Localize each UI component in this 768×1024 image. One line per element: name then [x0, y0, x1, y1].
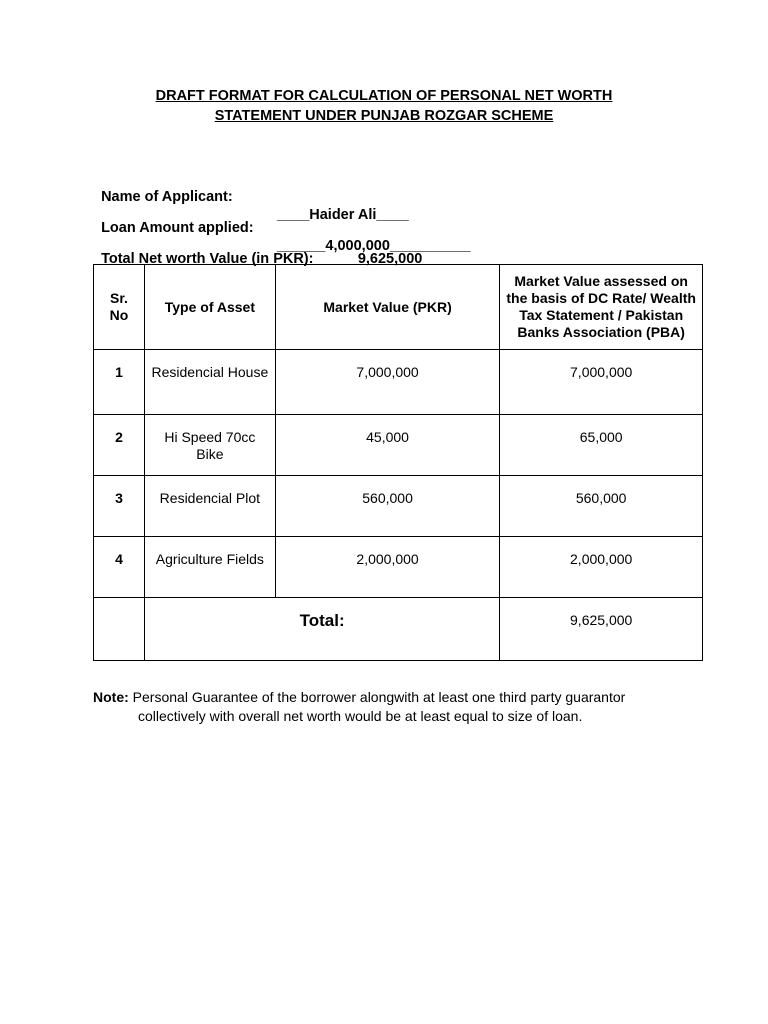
- row-asset-type: Agriculture Fields: [144, 537, 275, 598]
- table-row: [94, 476, 703, 537]
- net-worth-label: Total Net worth Value (in PKR):: [101, 251, 314, 267]
- row-market-value: 7,000,000: [275, 350, 500, 415]
- loan-amount-value: ______4,000,000__________: [277, 238, 471, 254]
- header-type-of-asset: Type of Asset: [144, 265, 275, 350]
- header-sr-no: Sr. No: [94, 265, 145, 350]
- total-empty-cell: [94, 598, 145, 661]
- row-asset-type: Residencial House: [144, 350, 275, 415]
- row-assessed-value: 7,000,000: [500, 350, 703, 415]
- table-header-row: [94, 265, 703, 350]
- applicant-name-value: ____Haider Ali____: [277, 207, 409, 223]
- row-market-value: 45,000: [275, 415, 500, 476]
- row-market-value: 560,000: [275, 476, 500, 537]
- total-row: [94, 598, 703, 661]
- row-sr-no: 1: [94, 350, 145, 415]
- total-value: 9,625,000: [500, 598, 703, 661]
- note-label: Note:: [93, 689, 129, 705]
- document-title: [0, 86, 768, 126]
- row-assessed-value: 2,000,000: [500, 537, 703, 598]
- row-asset-type: Hi Speed 70cc Bike: [144, 415, 275, 476]
- applicant-name-label: Name of Applicant:: [101, 189, 233, 205]
- title-line-1: DRAFT FORMAT FOR CALCULATION OF PERSONAL NET WORTH: [155, 88, 613, 104]
- title-line-2: STATEMENT UNDER PUNJAB ROZGAR SCHEME: [214, 108, 554, 124]
- row-sr-no: 4: [94, 537, 145, 598]
- header-market-value: Market Value (PKR): [275, 265, 500, 350]
- total-label: Total:: [144, 598, 499, 661]
- row-assessed-value: 560,000: [500, 476, 703, 537]
- row-sr-no: 2: [94, 415, 145, 476]
- table-row: [94, 537, 703, 598]
- row-sr-no: 3: [94, 476, 145, 537]
- table-row: [94, 415, 703, 476]
- row-market-value: 2,000,000: [275, 537, 500, 598]
- note-text-line-1: Personal Guarantee of the borrower alongwith at least one third party guarantor: [128, 689, 626, 705]
- net-worth-value: _____9,625,000_______: [313, 251, 479, 267]
- asset-table: [93, 264, 703, 661]
- header-assessed-value: Market Value assessed on the basis of DC Rate/ Wealth Tax Statement / Pakistan Banks Association (PBA): [500, 265, 703, 350]
- table-row: [94, 350, 703, 415]
- note-text-line-2: collectively with overall net worth would be at least equal to size of loan.: [138, 708, 583, 724]
- row-assessed-value: 65,000: [500, 415, 703, 476]
- loan-amount-label: Loan Amount applied:: [101, 220, 254, 236]
- row-asset-type: Residencial Plot: [144, 476, 275, 537]
- net-worth-field: [93, 232, 479, 268]
- note: [93, 688, 693, 726]
